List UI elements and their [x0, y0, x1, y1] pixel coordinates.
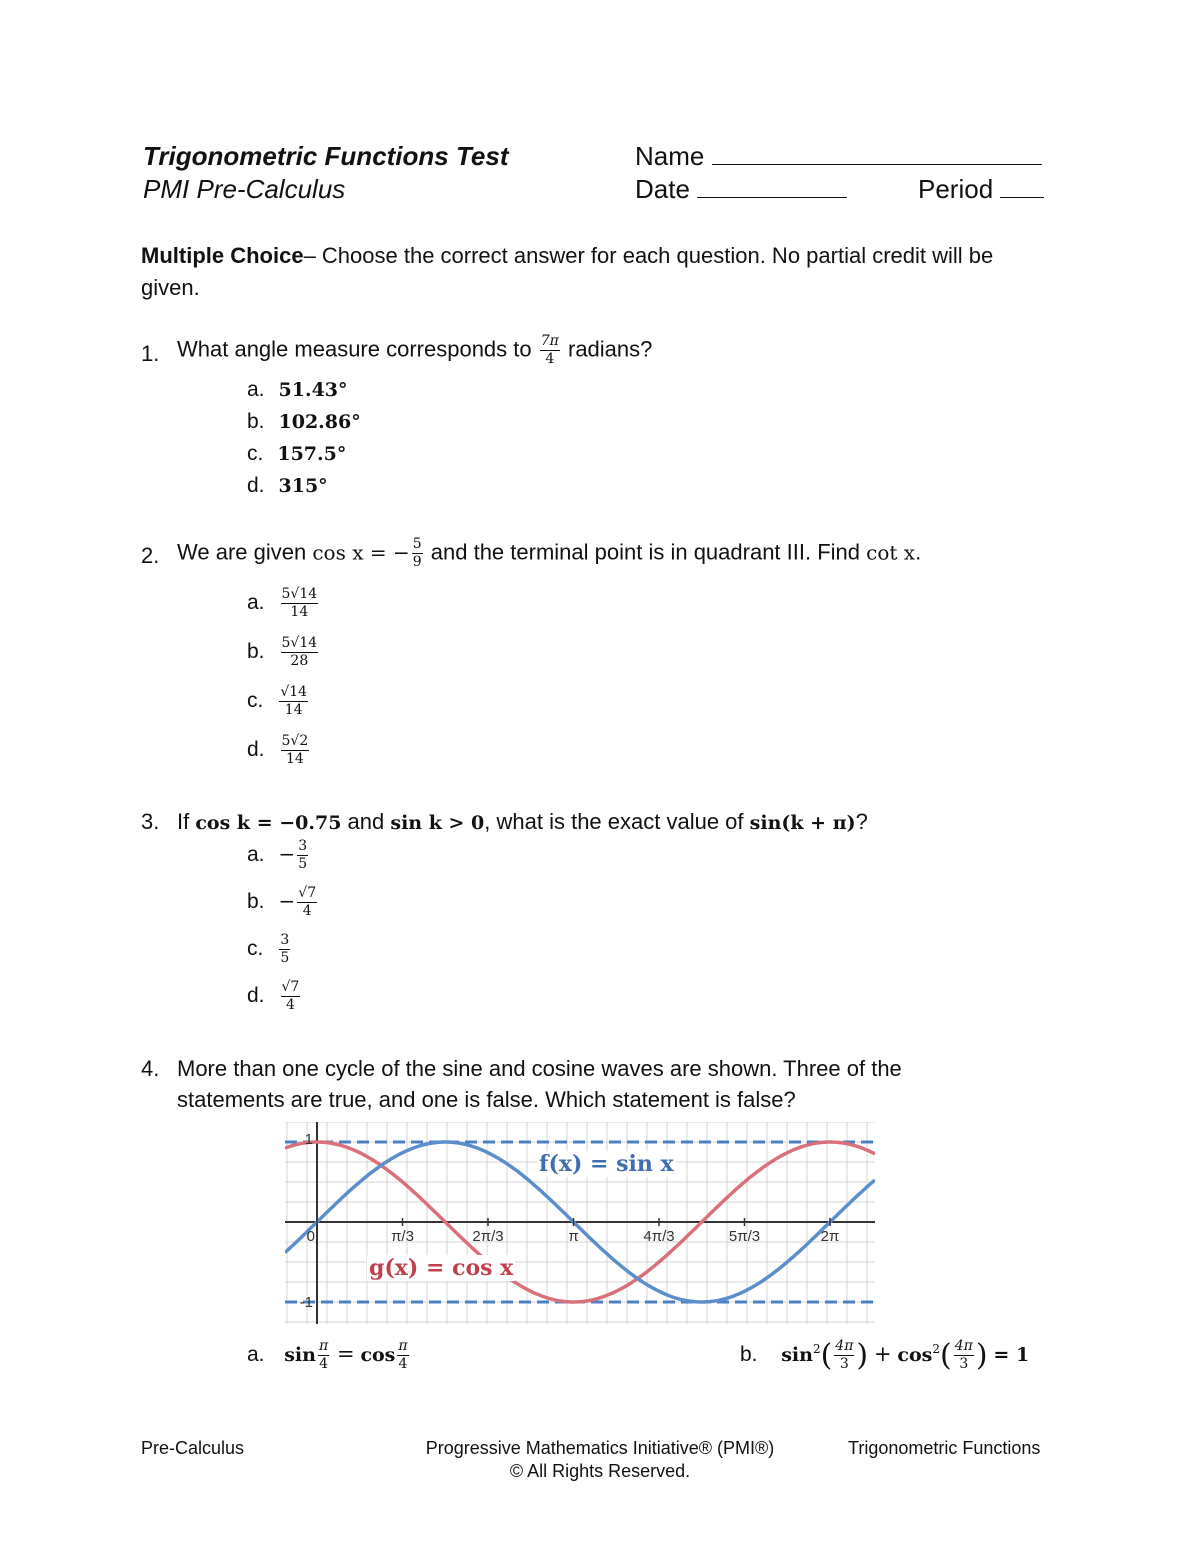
q4-option-b[interactable]: b. $\sin^2$( $\frac{4\pi}{3}$ ) + $\cos^2$( $\frac{4\pi}{3}$ ) = 1 [740, 1338, 1030, 1373]
option-letter: b. [247, 640, 265, 664]
q3-expr-target: sin(k + π) [749, 812, 856, 834]
q3-number: 3. [141, 809, 160, 834]
q1-option-c[interactable] [247, 442, 346, 466]
q1-number: 1. [141, 341, 160, 366]
option-fraction: $\frac{5√14}{14}$ [281, 586, 318, 620]
x-tick-label: 5π/3 [728, 1228, 761, 1245]
option-sign: − [278, 889, 296, 914]
q4-option-a[interactable]: a. sin $\frac{\pi}{4}$ = cos $\frac{\pi}{4}$ [247, 1338, 408, 1372]
option-letter: d. [247, 984, 265, 1008]
option-value: 102.86° [278, 411, 361, 433]
q1-fraction: $\frac{7\pi}{4}$ [540, 333, 559, 367]
option-letter: b. [740, 1343, 758, 1367]
option-letter: b. [247, 890, 265, 914]
y-tick-label-bottom: -1 [299, 1294, 313, 1311]
option-letter: d. [247, 474, 265, 497]
sin-curve-label: f(x) = sin x [539, 1151, 674, 1177]
period-row [918, 174, 1044, 205]
footer-left: Pre-Calculus [141, 1438, 245, 1458]
option-letter: c. [247, 937, 264, 961]
option-fraction: $\frac{3}{5}$ [298, 838, 308, 872]
option-sign: − [278, 842, 296, 867]
test-title: Trigonometric Functions Test [143, 141, 509, 171]
option-fraction: $\frac{√14}{14}$ [280, 684, 308, 718]
q1-option-a[interactable] [247, 378, 348, 402]
option-letter: a. [247, 591, 265, 615]
q2-option-d[interactable] [247, 733, 311, 768]
q1-option-b[interactable] [247, 410, 361, 434]
option-letter: a. [247, 378, 265, 401]
option-letter: a. [247, 843, 265, 867]
option-fraction: $\frac{√7}{4}$ [281, 979, 300, 1013]
q2-number: 2. [141, 543, 160, 568]
q3-expr-cos: cos k = −0.75 [195, 812, 342, 834]
q3-option-c[interactable] [247, 932, 292, 967]
option-letter: a. [247, 1343, 265, 1367]
q2-target: cot x [866, 540, 916, 565]
option-value: 315° [278, 475, 328, 497]
x-tick-label: π/3 [391, 1228, 414, 1245]
q4-line2: statements are true, and one is false. Which statement is false? [177, 1087, 796, 1112]
date-field[interactable] [697, 175, 847, 198]
q3-expr-sin: sin k > 0 [390, 812, 485, 834]
instructions [141, 240, 1056, 304]
q2-option-c[interactable] [247, 684, 310, 719]
x-tick-label: 2π/3 [472, 1228, 504, 1245]
cos-curve-label: g(x) = cos x [369, 1255, 514, 1281]
option-letter: b. [247, 410, 265, 433]
q4-number: 4. [141, 1056, 160, 1081]
option-value: 157.5° [277, 443, 347, 465]
option-fraction: $\frac{3}{5}$ [280, 932, 290, 966]
course-subtitle: PMI Pre-Calculus [143, 174, 346, 204]
footer-center: Progressive Mathematics Initiative® (PMI®) [425, 1438, 775, 1458]
x-tick-label: 4π/3 [643, 1228, 675, 1245]
option-letter: c. [247, 689, 264, 713]
q2-prompt: We are given cos x = − $\frac{5}{9}$ and the terminal point is in quadrant III. Find cot x. [177, 536, 922, 570]
name-label: Name [635, 141, 705, 171]
name-row [635, 141, 1042, 172]
period-label: Period [918, 174, 994, 204]
name-field[interactable] [712, 142, 1042, 165]
q2-expression: cos x = − [312, 540, 410, 565]
q3-prompt: If cos k = −0.75 and sin k > 0, what is the exact value of sin(k + π)? [177, 809, 868, 834]
footer-right: Trigonometric Functions [848, 1438, 1041, 1458]
x-tick-label: π [568, 1228, 579, 1245]
x-tick-label: 2π [820, 1228, 840, 1245]
date-label: Date [635, 174, 690, 204]
instructions-text: – Choose the correct answer for each question. No partial credit will be given. [141, 243, 994, 300]
option-letter: d. [247, 738, 265, 762]
q3-option-b[interactable] [247, 885, 319, 920]
q1-text-after: radians? [568, 336, 653, 362]
q3-option-a[interactable] [247, 838, 310, 873]
instructions-heading: Multiple Choice [141, 243, 304, 268]
y-tick-label-top: 1 [304, 1131, 313, 1148]
x-tick-label: 0 [306, 1228, 315, 1245]
q1-option-d[interactable] [247, 474, 328, 498]
period-field[interactable] [1000, 175, 1044, 198]
option-value: 51.43° [278, 379, 348, 401]
q1-text: What angle measure corresponds to [177, 336, 532, 362]
footer-copyright: © All Rights Reserved. [509, 1461, 691, 1481]
option-letter: c. [247, 442, 264, 465]
q2-fraction: $\frac{5}{9}$ [412, 536, 422, 570]
q4-line1: More than one cycle of the sine and cosine waves are shown. Three of the [177, 1056, 902, 1081]
option-fraction: $\frac{5√2}{14}$ [281, 733, 309, 767]
date-row [635, 174, 847, 205]
option-fraction: $\frac{√7}{4}$ [298, 885, 317, 919]
option-fraction: $\frac{5√14}{28}$ [281, 635, 318, 669]
q2-option-b[interactable] [247, 635, 320, 670]
q3-option-d[interactable] [247, 979, 302, 1014]
q2-option-a[interactable] [247, 586, 320, 621]
q1-prompt [177, 333, 652, 368]
